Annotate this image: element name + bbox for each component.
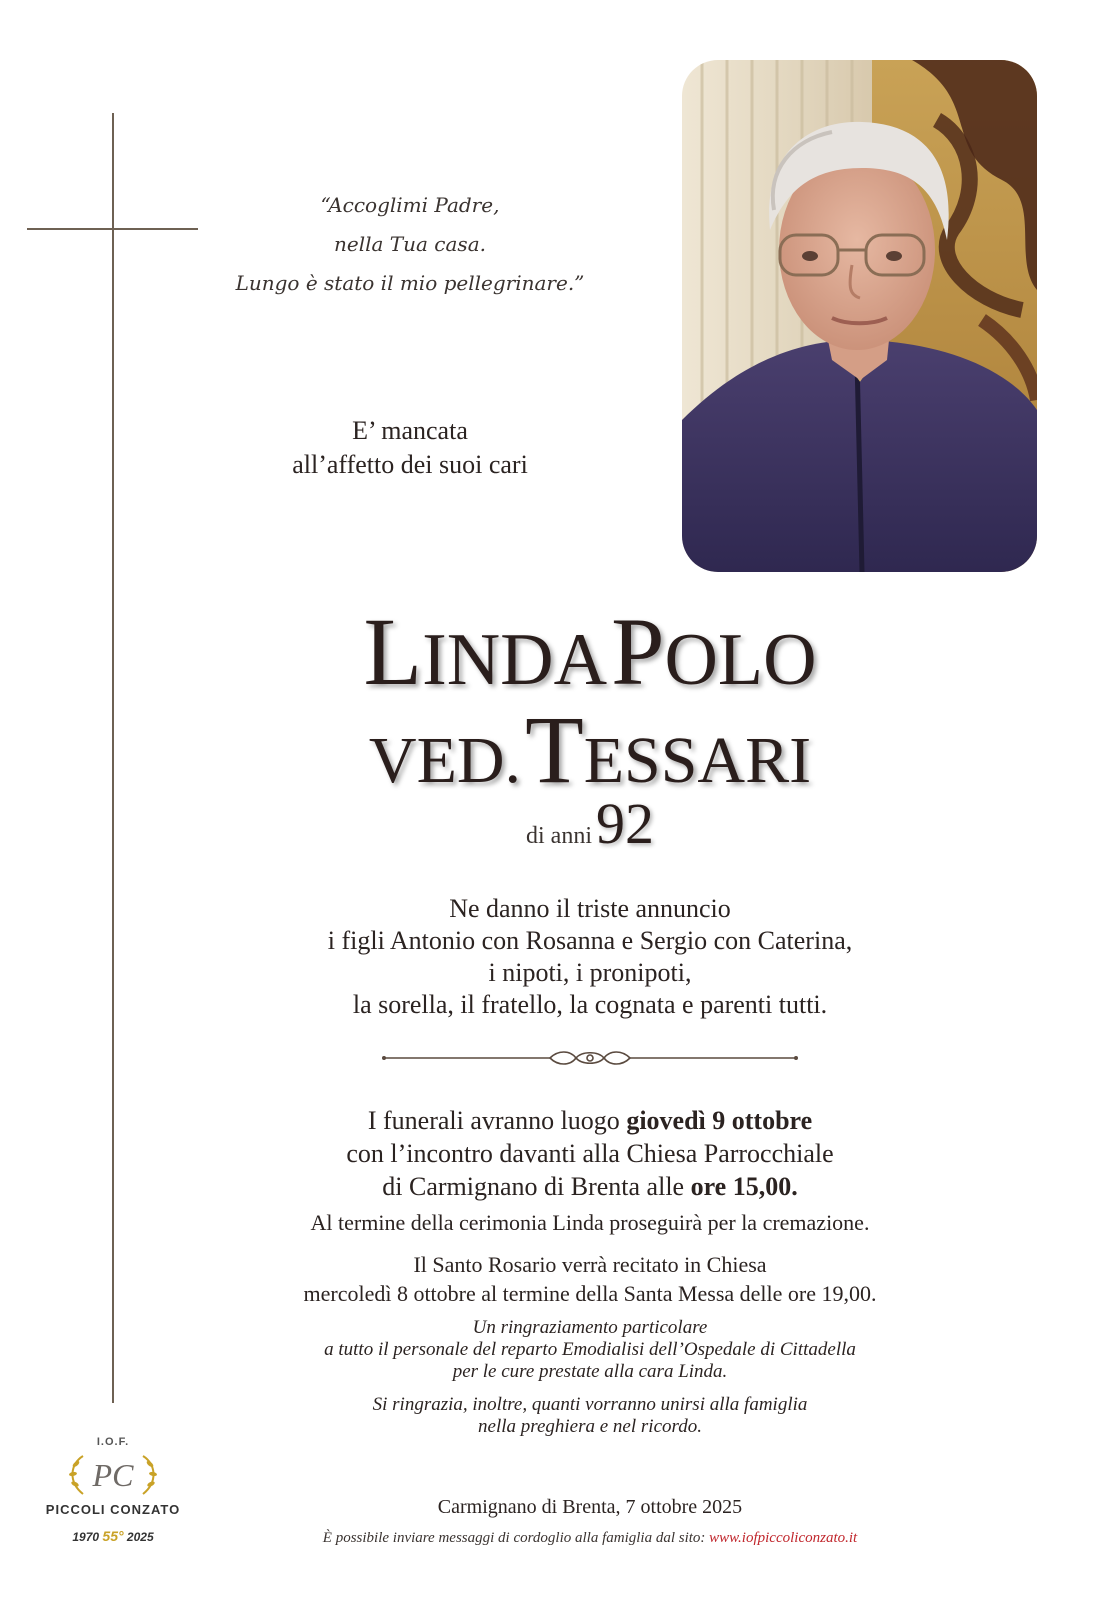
funeral-line-1: [190, 1104, 990, 1137]
rosary-line: mercoledì 8 ottobre al termine della Santa Messa delle ore 19,00.: [303, 1281, 877, 1306]
thanks-note: [190, 1317, 990, 1383]
announcement-line: i figli Antonio con Rosanna e Sergio con Caterina,: [327, 926, 853, 955]
thanks-line: per le cure prestate alla cara Linda.: [452, 1361, 728, 1382]
married-name-rest: ESSARI: [583, 724, 812, 797]
logo-year-end: 2025: [126, 1530, 154, 1544]
funeral-line-2: con l’incontro davanti alla Chiesa Parrocchiale: [346, 1139, 834, 1168]
logo-anniversary: 55°: [102, 1528, 124, 1544]
widow-label: VED.: [368, 724, 522, 797]
funeral-line-3: [190, 1170, 990, 1203]
cremation-note: Al termine della cerimonia Linda proseguirà per la cremazione.: [310, 1210, 870, 1235]
thanks-line: a tutto il personale del reparto Emodialisi dell’Ospedale di Cittadella: [324, 1339, 856, 1360]
quote-line: “Accoglimi Padre,: [320, 193, 500, 217]
first-name-rest: INDA: [422, 619, 608, 701]
funeral-date: giovedì 9 ottobre: [626, 1106, 813, 1135]
prayer-quote: [200, 186, 620, 303]
last-name-rest: OLO: [664, 619, 817, 701]
rosary-note: [190, 1250, 990, 1308]
logo-laurel-icon: [38, 1448, 188, 1500]
announcement-line: Ne danno il triste annuncio: [449, 894, 731, 923]
place-and-date: Carmignano di Brenta, 7 ottobre 2025: [437, 1496, 743, 1518]
age-value: 92: [596, 791, 654, 856]
condolence-text: È possibile inviare messaggi di cordoglio alla famiglia dal sito:: [322, 1530, 706, 1546]
age-line: [440, 790, 740, 857]
intro-line: E’ mancata: [352, 416, 468, 445]
quote-line: Lungo è stato il mio pellegrinare.”: [235, 271, 585, 295]
ornamental-divider: [380, 1048, 800, 1068]
logo-years: [38, 1528, 188, 1544]
announcement-line: i nipoti, i pronipoti,: [488, 958, 692, 987]
funeral-time: ore 15,00.: [690, 1172, 798, 1201]
thanks-note-2: [190, 1394, 990, 1438]
funeral-details: [190, 1104, 990, 1203]
logo-monogram: PC: [92, 1457, 134, 1493]
funeral-text: I funerali avranno luogo: [367, 1106, 620, 1135]
married-name: [290, 694, 890, 805]
announcement: [190, 893, 990, 1021]
quote-line: nella Tua casa.: [334, 232, 486, 256]
announcement-line: la sorella, il fratello, la cognata e parenti tutti.: [352, 990, 828, 1019]
intro-line: all’affetto dei suoi cari: [292, 450, 528, 479]
funeral-place: di Carmignano di Brenta alle: [382, 1172, 685, 1201]
logo-year-start: 1970: [72, 1530, 100, 1544]
logo-brand: PICCOLI CONZATO: [45, 1502, 181, 1517]
thanks2-line: Si ringrazia, inoltre, quanti vorranno unirsi alla famiglia: [372, 1394, 808, 1415]
deceased-name: [290, 596, 890, 707]
portrait-illustration: [682, 60, 1037, 572]
thanks-line: Un ringraziamento particolare: [472, 1317, 708, 1338]
death-intro: [230, 414, 590, 482]
portrait-photo: [682, 60, 1037, 572]
cross-horizontal-bar: [27, 228, 198, 230]
funeral-home-logo: [38, 1436, 188, 1556]
logo-iof: I.O.F.: [96, 1436, 130, 1448]
rosary-line: Il Santo Rosario verrà recitato in Chiesa: [413, 1252, 767, 1277]
first-name-initial: L: [363, 598, 423, 705]
condolence-note: [230, 1530, 950, 1547]
cross-vertical-bar: [112, 113, 114, 1403]
married-name-initial: T: [525, 696, 584, 803]
last-name-initial: P: [611, 598, 665, 705]
age-label: di anni: [526, 823, 592, 849]
website-link[interactable]: www.iofpiccoliconzato.it: [709, 1530, 858, 1546]
thanks2-line: nella preghiera e nel ricordo.: [478, 1416, 702, 1437]
